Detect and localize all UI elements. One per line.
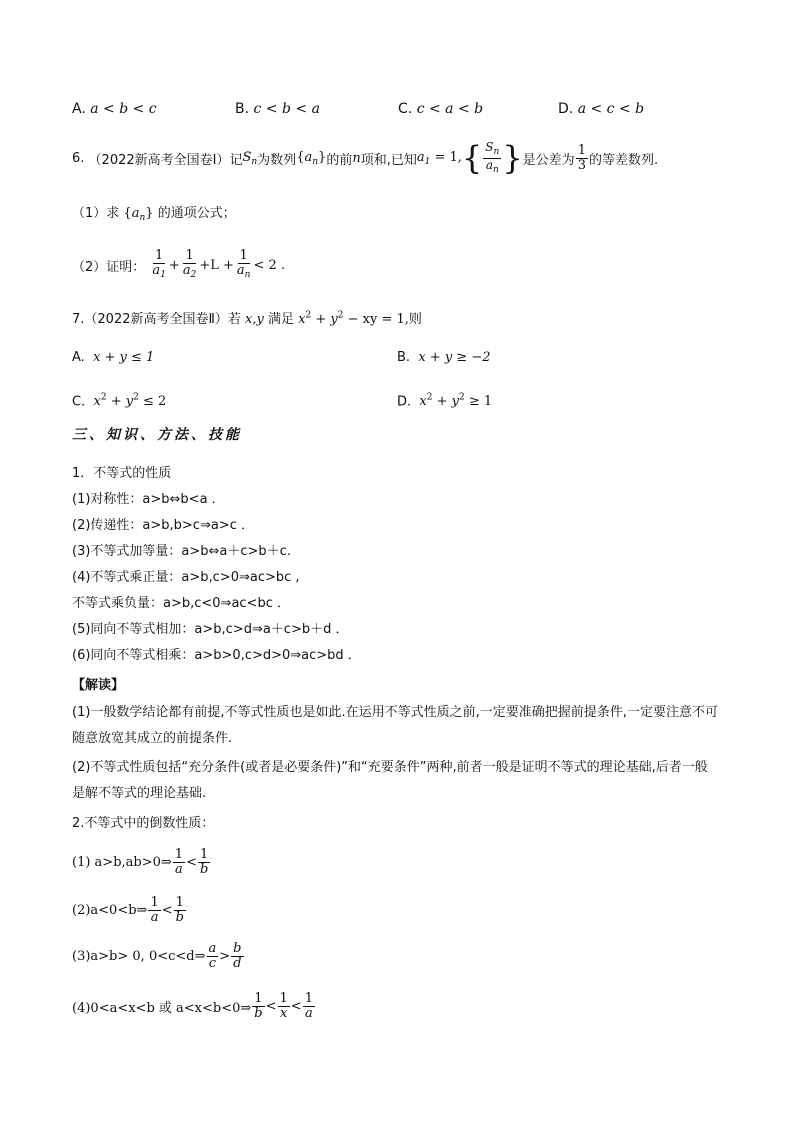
question-7 — [72, 308, 422, 327]
question-source: （2022新高考全国卷Ⅰ）记 — [88, 152, 243, 168]
question-6-part-1 — [72, 202, 236, 223]
option-expr: c < b < a — [253, 101, 320, 117]
constraint-equation: $x^2 + y^2$ − xy = 1,则 — [298, 310, 422, 327]
property-item: 不等式乘负量：a>b,c<0⇒ac<bc ． — [72, 596, 290, 611]
option-letter: B. — [235, 101, 250, 117]
option-expr: c < a < b — [416, 101, 484, 117]
property-item: (5)同向不等式相加：a>b,c>d⇒a＋c>b＋d ． — [72, 622, 349, 637]
reciprocal-item-2 — [72, 890, 187, 930]
option-letter: C. — [398, 101, 413, 117]
item-prefix: (1) a>b,ab>0⇒ — [72, 854, 172, 870]
option-expr: a < c < b — [577, 101, 645, 117]
interpret-paragraph-2: (2)不等式性质包括“充分条件(或者是必要条件)”和“充要条件”两种,前者一般是证明不等式的理论基础,后者一般是解不等式的理论基础. — [72, 760, 708, 801]
item-prefix: (4)0<a<x<b 或 a<x<b<0⇒ — [72, 1000, 252, 1016]
question-number: 7. — [72, 312, 85, 327]
option-b — [235, 101, 320, 117]
part-text: 的通项公式； — [157, 206, 236, 221]
item-prefix: (3)a>b> 0, 0<c<d⇒ — [72, 948, 206, 964]
fraction-term-n: $\frac{1}{a_n}$ — [236, 248, 251, 281]
ellipsis-plus: +L + — [199, 257, 234, 273]
option-a — [72, 101, 157, 117]
question-6-part-2 — [72, 243, 285, 287]
reciprocal-item-3 — [72, 936, 245, 976]
option-letter: C. — [72, 394, 86, 410]
question-text: （2022新高考全国卷Ⅱ）若 — [84, 312, 241, 327]
a1-condition: $a_1 = 1$, — [416, 149, 462, 167]
variables: x,y — [245, 312, 264, 327]
fraction-term-2: $\frac{1}{a_2}$ — [182, 248, 197, 281]
sn-over-an-fraction: $\frac{S_n}{a_n}$ — [485, 140, 500, 175]
interpret-title: 【解读】 — [72, 678, 125, 693]
q7-option-a — [72, 350, 154, 365]
fraction-1-over-a: $\frac{1}{a}$ — [150, 894, 159, 925]
option-letter: A. — [72, 350, 85, 365]
option-expr: $x^2 + y^2 \le 2$ — [93, 393, 167, 410]
sequence-an: $\{a_n\}$ — [296, 149, 327, 167]
option-expr: a < b < c — [90, 101, 157, 117]
fraction-term-1: $\frac{1}{a_1}$ — [152, 248, 166, 281]
reciprocal-title: 2.不等式中的倒数性质： — [72, 816, 215, 831]
q7-option-c — [72, 393, 166, 409]
interpret-paragraph-1: (1)一般数学结论都有前提,不等式性质也是如此.在运用不等式性质之前,一定要准确把握前提条件,一定要注意不可随意放宽其成立的前提条件. — [72, 705, 718, 746]
option-letter: D. — [558, 101, 574, 117]
reciprocal-item-1 — [72, 842, 211, 882]
property-item: (1)对称性：a>b⇔b<a ． — [72, 492, 225, 507]
q7-option-d — [397, 393, 492, 409]
question-text: 项和,已知 — [360, 152, 417, 168]
option-letter: B. — [397, 350, 411, 365]
section-heading: 三、知识、方法、技能 — [72, 427, 242, 443]
q7-option-b — [397, 350, 490, 365]
question-6 — [72, 136, 658, 180]
option-expr: $x^2 + y^2 \ge 1$ — [419, 393, 493, 410]
fraction-1-over-b: $\frac{1}{b}$ — [175, 894, 184, 925]
sn-symbol: $S_n$ — [242, 149, 258, 167]
n-symbol: n — [352, 150, 361, 166]
question-number: 6. — [72, 150, 85, 166]
question-text: 是公差为 — [522, 152, 575, 168]
sequence-an: $\{a_n\}$ — [123, 206, 154, 223]
fraction-1-over-x: $\frac{1}{x}$ — [279, 990, 288, 1021]
reciprocal-item-4 — [72, 986, 316, 1026]
part-label: （1）求 — [72, 206, 120, 221]
property-item: (2)传递性：a>b,b>c⇒a>c ． — [72, 518, 254, 533]
less-than: < — [290, 998, 302, 1014]
option-d — [558, 101, 644, 117]
fraction-a-over-c: $\frac{a}{c}$ — [208, 940, 217, 971]
fraction-b-over-d: $\frac{b}{d}$ — [233, 940, 242, 971]
fraction-1-over-b: $\frac{1}{b}$ — [254, 990, 263, 1021]
plus-sign: + — [168, 257, 180, 273]
fraction-1-over-a: $\frac{1}{a}$ — [174, 846, 184, 877]
question-text: 满足 — [267, 312, 294, 327]
question-text: 的等差数列. — [588, 152, 659, 168]
properties-title: 1．不等式的性质 — [72, 466, 172, 481]
property-item: (4)不等式乘正量：a>b,c>0⇒ac>bc , — [72, 570, 300, 585]
question-text: 的前 — [326, 152, 353, 168]
right-brace: } — [502, 139, 523, 177]
fraction-1-over-a: $\frac{1}{a}$ — [304, 990, 313, 1021]
item-prefix: (2)a<0<b⇒ — [72, 902, 148, 918]
part-label: （2）证明： — [72, 259, 146, 275]
inequality-tail: < 2 . — [253, 257, 286, 273]
option-expr: x + y ≤ 1 — [93, 350, 155, 365]
difference-fraction: $\frac{1}{3}$ — [577, 142, 586, 173]
option-letter: D. — [397, 394, 412, 410]
greater-than: > — [219, 948, 231, 964]
option-letter: A. — [72, 101, 86, 117]
question-text: 为数列 — [257, 152, 297, 168]
property-item: (6)同向不等式相乘：a>b>0,c>d>0⇒ac>bd ． — [72, 648, 361, 663]
left-brace: { — [461, 139, 483, 177]
option-c — [398, 101, 483, 117]
fraction-1-over-b: $\frac{1}{b}$ — [199, 846, 209, 877]
less-than: < — [265, 998, 277, 1014]
less-than: < — [186, 854, 197, 870]
property-item: (3)不等式加等量：a>b⇔a＋c>b＋c. — [72, 544, 291, 559]
option-expr: x + y ≥ −2 — [418, 350, 491, 365]
less-than: < — [161, 902, 173, 918]
